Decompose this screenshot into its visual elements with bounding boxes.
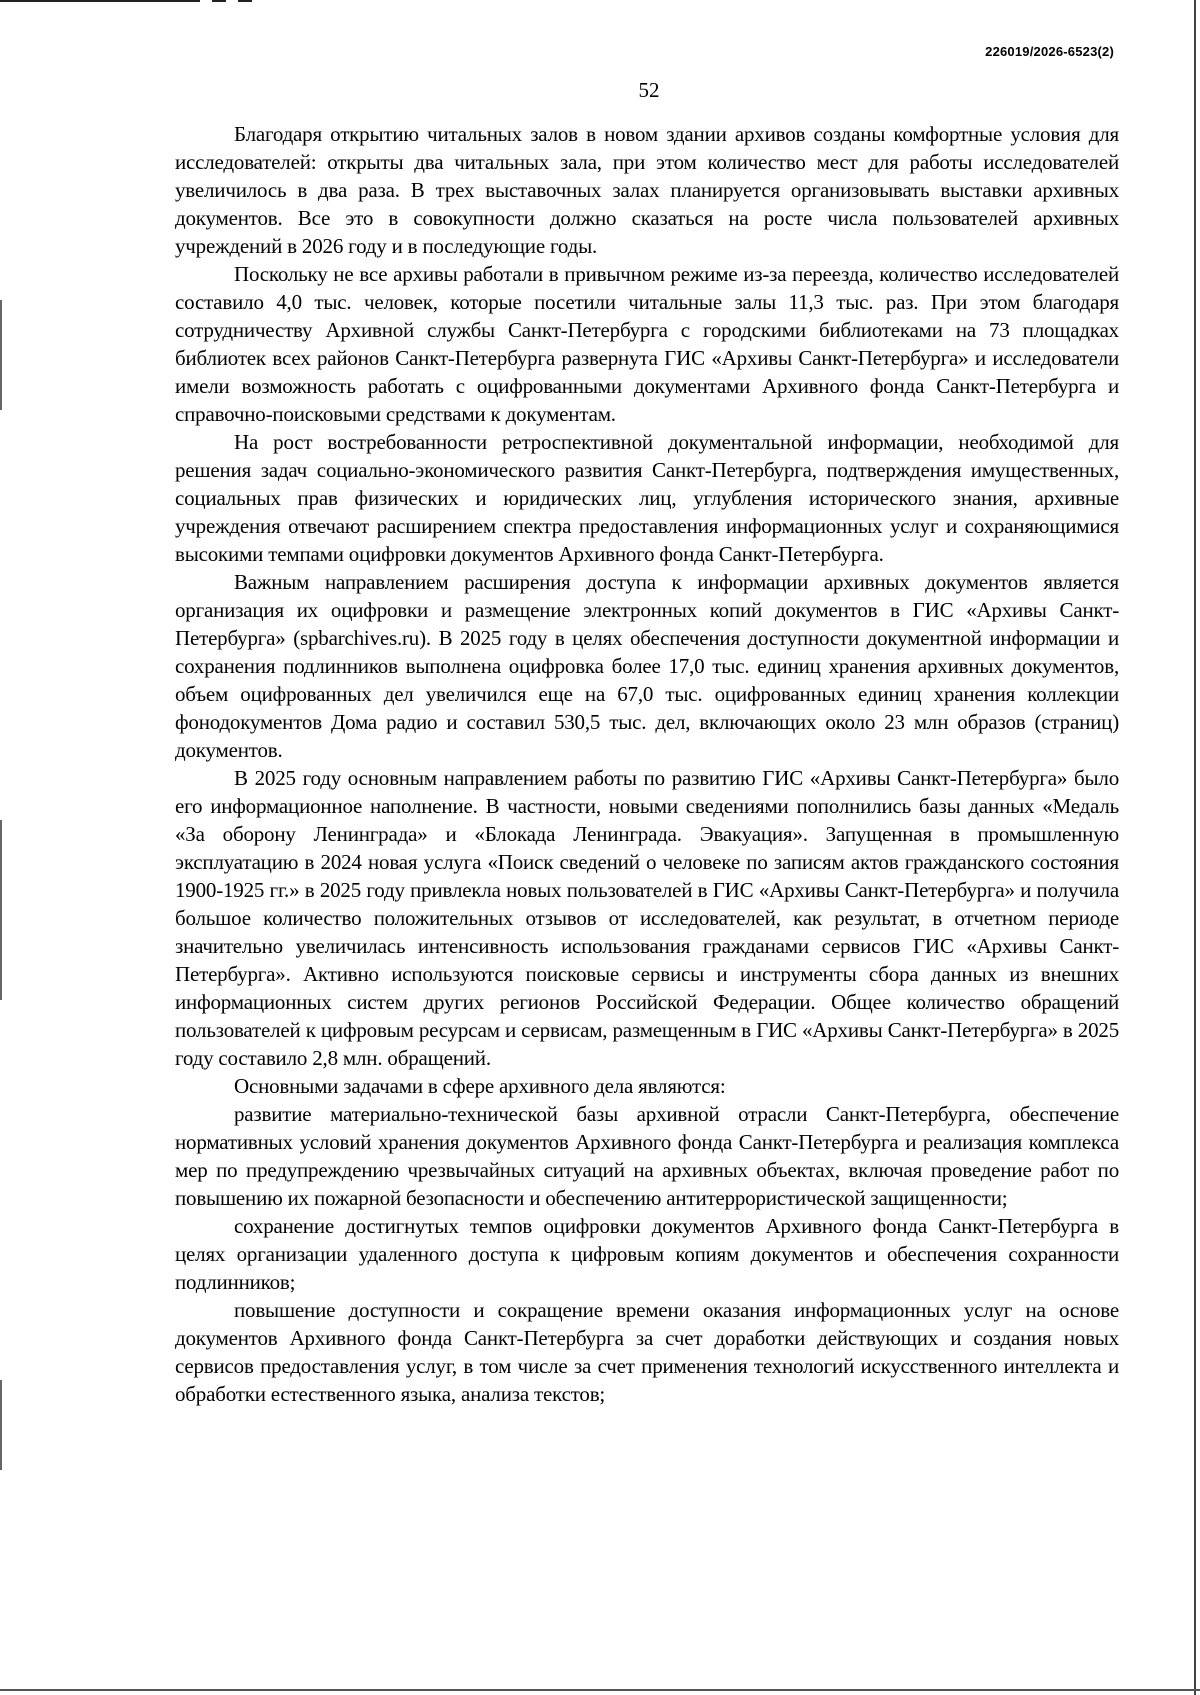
- paragraph: Основными задачами в сфере архивного дела являются:: [234, 1074, 726, 1098]
- scan-artifact-bottom-edge: [0, 1689, 1200, 1691]
- document-id: 226019/2026-6523(2): [985, 44, 1114, 59]
- scan-artifact-right-edge: [1194, 0, 1196, 1695]
- page-number: 52: [638, 78, 660, 102]
- paragraph: На рост востребованности ретроспективной документальной информации, необходимой для решения задач социально-экономического развития Санкт-Петербурга, подтверждения имущественных, социальных прав физических и юридических лиц, углубления исторического знания, архивные учреждения отвечают расширением спектра предоставления информационных услуг и сохраняющимися высокими темпами оцифровки документов Архивного фонда Санкт-Петербурга.: [175, 430, 1119, 566]
- list-item: сохранение достигнутых темпов оцифровки документов Архивного фонда Санкт-Петербурга в целях организации удаленного доступа к цифровым копиям документов и обеспечения сохранности подлинников;: [175, 1214, 1119, 1294]
- list-item: повышение доступности и сокращение времени оказания информационных услуг на основе документов Архивного фонда Санкт-Петербурга за счет доработки действующих и создания новых сервисов предоставления услуг, в том числе за счет применения технологий искусственного интеллекта и обработки естественного языка, анализа текстов;: [175, 1298, 1119, 1406]
- paragraph: Благодаря открытию читальных залов в новом здании архивов созданы комфортные условия для исследователей: открыты два читальных зала, при этом количество мест для работы исследователей увеличилось в два раза. В трех выставочных залах планируется организовывать выставки архивных документов. Все это в совокупности должно сказаться на росте числа пользователей архивных учреждений в 2026 году и в последующие годы.: [175, 122, 1119, 258]
- scan-artifact-left-edge: [0, 1380, 2, 1470]
- scan-artifact-top-line: [0, 0, 200, 2]
- paragraph: Важным направлением расширения доступа к информации архивных документов является организация их оцифровки и размещение электронных копий документов в ГИС «Архивы Санкт-Петербурга» (spbarchives.ru). В 2025 году в целях обеспечения доступности документной информации и сохранения подлинников выполнена оцифровка более 17,0 тыс. единиц хранения архивных документов, объем оцифрованных дел увеличился еще на 67,0 тыс. оцифрованных единиц хранения коллекции фонодокументов Дома радио и составил 530,5 тыс. дел, включающих около 23 млн образов (страниц) документов.: [175, 570, 1119, 762]
- scan-artifact-top-mark: [238, 0, 252, 2]
- list-item: развитие материально-технической базы архивной отрасли Санкт-Петербурга, обеспечение нормативных условий хранения документов Архивного фонда Санкт-Петербурга и реализация комплекса мер по предупреждению чрезвычайных ситуаций на архивных объектах, включая проведение работ по повышению их пожарной безопасности и обеспечению антитеррористической защищенности;: [175, 1102, 1119, 1210]
- scan-artifact-left-edge: [0, 820, 2, 1000]
- paragraph: В 2025 году основным направлением работы по развитию ГИС «Архивы Санкт-Петербурга» было его информационное наполнение. В частности, новыми сведениями пополнились базы данных «Медаль «За оборону Ленинграда» и «Блокада Ленинграда. Эвакуация». Запущенная в промышленную эксплуатацию в 2024 новая услуга «Поиск сведений о человеке по записям актов гражданского состояния 1900-1925 гг.» в 2025 году привлекла новых пользователей в ГИС «Архивы Санкт-Петербурга» и получила большое количество положительных отзывов от исследователей, как результат, в отчетном периоде значительно увеличилась интенсивность использования гражданами сервисов ГИС «Архивы Санкт-Петербурга». Активно используются поисковые сервисы и инструменты сбора данных из внешних информационных систем других регионов Российской Федерации. Общее количество обращений пользователей к цифровым ресурсам и сервисам, размещенным в ГИС «Архивы Санкт-Петербурга» в 2025 году составило 2,8 млн. обращений.: [175, 766, 1119, 1070]
- scan-artifact-top-mark: [212, 0, 226, 2]
- paragraph: Поскольку не все архивы работали в привычном режиме из-за переезда, количество исследователей составило 4,0 тыс. человек, которые посетили читальные залы 11,3 тыс. раз. При этом благодаря сотрудничеству Архивной службы Санкт-Петербурга с городскими библиотеками на 73 площадках библиотек всех районов Санкт-Петербурга развернута ГИС «Архивы Санкт-Петербурга» и исследователи имели возможность работать с оцифрованными документами Архивного фонда Санкт-Петербурга и справочно-поисковыми средствами к документам.: [175, 262, 1119, 426]
- scan-artifact-left-edge: [0, 300, 2, 410]
- body-text: [175, 120, 1119, 1408]
